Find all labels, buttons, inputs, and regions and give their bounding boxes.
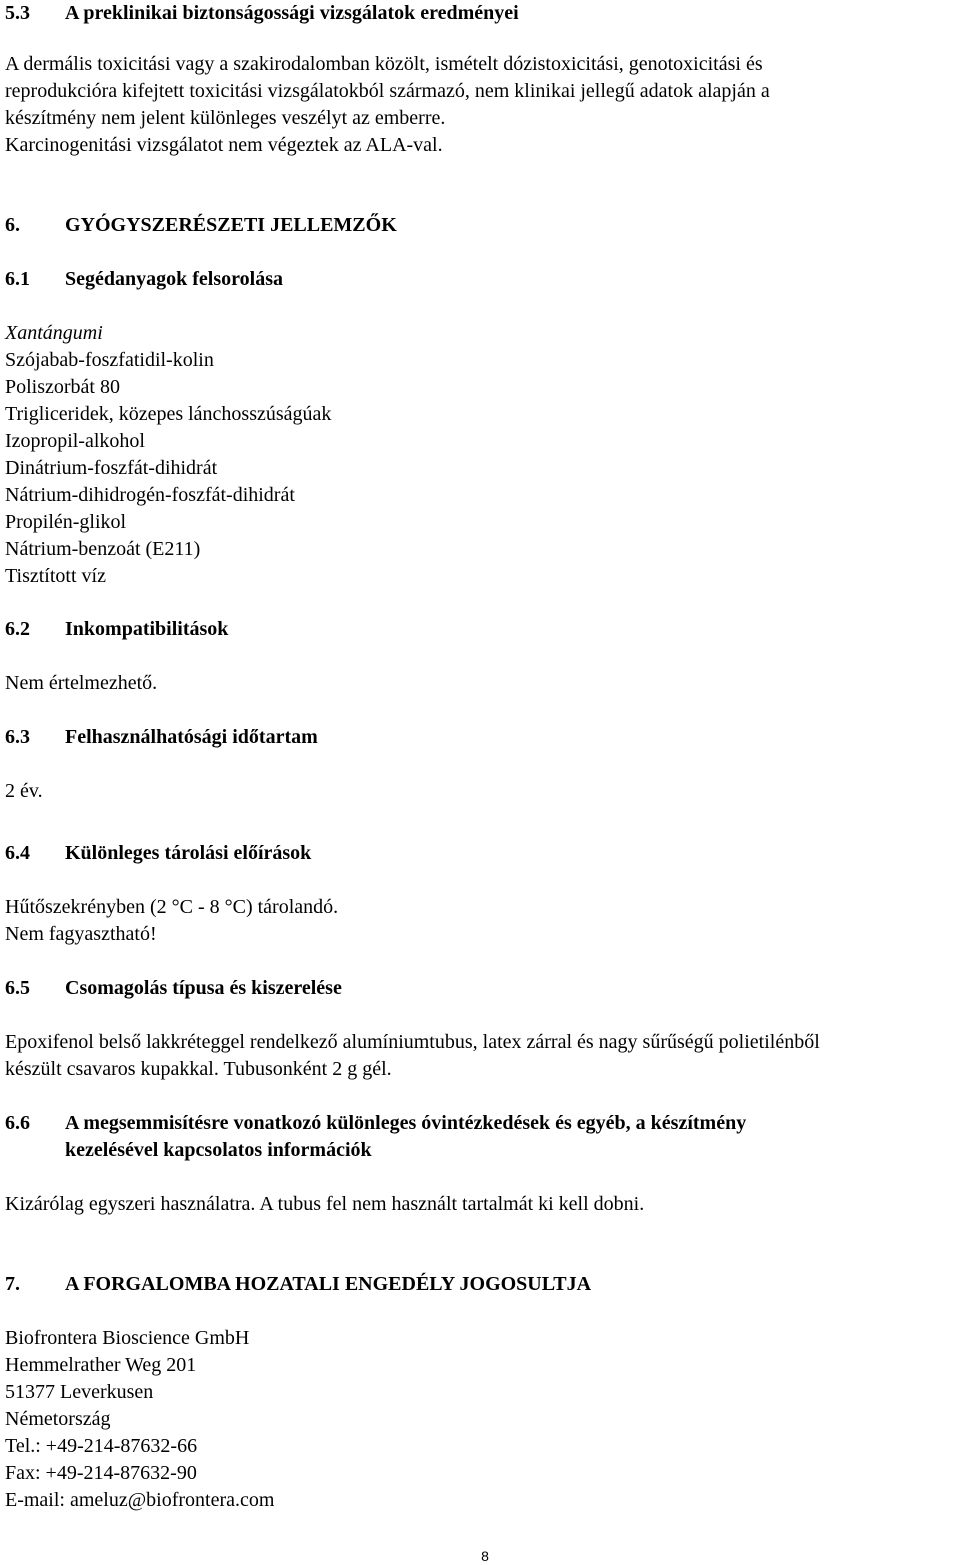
excipient-item: Nátrium-dihidrogén-foszfát-dihidrát — [5, 484, 295, 506]
section-title: Felhasználhatósági időtartam — [65, 726, 318, 748]
section-6-6-text — [5, 1191, 960, 1218]
section-5-3-paragraph — [5, 51, 960, 159]
section-title: Inkompatibilitások — [65, 618, 229, 640]
section-number: 6.2 — [5, 618, 30, 640]
paragraph-line: készült csavaros kupakkal. Tubusonként 2 g gél. — [5, 1058, 392, 1080]
section-title: A FORGALOMBA HOZATALI ENGEDÉLY JOGOSULTJA — [65, 1273, 592, 1295]
paragraph-line: Hűtőszekrényben (2 °C - 8 °C) tárolandó. — [5, 896, 339, 918]
paragraph-line: Epoxifenol belső lakkréteggel rendelkező alumíniumtubus, latex zárral és nagy sűrűségű polietilénből — [5, 1031, 820, 1053]
section-number: 6.3 — [5, 726, 30, 748]
paragraph-line: Nem fagyasztható! — [5, 923, 157, 945]
section-6-1-heading — [5, 266, 283, 293]
section-6-5-text — [5, 1029, 960, 1083]
excipient-item: Dinátrium-foszfát-dihidrát — [5, 457, 218, 479]
section-title — [65, 1110, 905, 1164]
section-title: Különleges tárolási előírások — [65, 842, 312, 864]
email-address: E-mail: ameluz@biofrontera.com — [5, 1489, 275, 1511]
section-title-line: kezelésével kapcsolatos információk — [65, 1139, 372, 1161]
paragraph-line: Nem értelmezhető. — [5, 672, 158, 694]
section-title: Segédanyagok felsorolása — [65, 268, 283, 290]
section-6-4-heading — [5, 840, 311, 867]
section-6-5-heading — [5, 975, 342, 1002]
paragraph-line: Karcinogenitási vizsgálatot nem végeztek az ALA-val. — [5, 134, 443, 156]
section-title: GYÓGYSZERÉSZETI JELLEMZŐK — [65, 214, 397, 236]
section-6-2-heading — [5, 616, 228, 643]
section-5-3-heading — [5, 0, 519, 27]
excipient-item: Trigliceridek, közepes lánchosszúságúak — [5, 403, 332, 425]
excipient-item: Poliszorbát 80 — [5, 376, 120, 398]
excipient-list — [5, 320, 960, 590]
address-street: Hemmelrather Weg 201 — [5, 1354, 197, 1376]
section-number: 6. — [5, 214, 20, 236]
company-name: Biofrontera Bioscience GmbH — [5, 1327, 250, 1349]
excipient-item: Szójabab-foszfatidil-kolin — [5, 349, 214, 371]
address-country: Németország — [5, 1408, 111, 1430]
paragraph-line: A dermális toxicitási vagy a szakirodalomban közölt, ismételt dózistoxicitási, genotoxicitási és — [5, 53, 763, 75]
paragraph-line: készítmény nem jelent különleges veszélyt az emberre. — [5, 107, 446, 129]
marketing-authorisation-holder — [5, 1325, 960, 1514]
section-number: 6.6 — [5, 1112, 30, 1134]
excipient-item: Nátrium-benzoát (E211) — [5, 538, 201, 560]
fax-number: Fax: +49-214-87632-90 — [5, 1462, 197, 1484]
excipient-item: Xantángumi — [5, 322, 103, 344]
section-title: A preklinikai biztonságossági vizsgálatok eredményei — [65, 2, 519, 24]
section-6-4-text — [5, 894, 960, 948]
section-number: 7. — [5, 1273, 20, 1295]
section-7-heading — [5, 1271, 591, 1298]
section-6-3-heading — [5, 724, 318, 751]
section-number: 5.3 — [5, 2, 30, 24]
section-number: 6.1 — [5, 268, 30, 290]
section-title-line: A megsemmisítésre vonatkozó különleges óvintézkedések és egyéb, a készítmény — [65, 1112, 747, 1134]
section-number: 6.5 — [5, 977, 30, 999]
address-city: 51377 Leverkusen — [5, 1381, 154, 1403]
section-6-3-text — [5, 778, 960, 805]
paragraph-line: Kizárólag egyszeri használatra. A tubus fel nem használt tartalmát ki kell dobni. — [5, 1193, 645, 1215]
section-number: 6.4 — [5, 842, 30, 864]
section-6-6-heading — [5, 1110, 905, 1164]
excipient-item: Propilén-glikol — [5, 511, 127, 533]
section-6-2-text — [5, 670, 960, 697]
phone-number: Tel.: +49-214-87632-66 — [5, 1435, 198, 1457]
excipient-item: Tisztított víz — [5, 565, 106, 587]
section-title: Csomagolás típusa és kiszerelése — [65, 977, 342, 999]
page-number: 8 — [481, 1548, 489, 1564]
section-6-heading — [5, 212, 397, 239]
excipient-item: Izopropil-alkohol — [5, 430, 145, 452]
paragraph-line: reprodukcióra kifejtett toxicitási vizsgálatokból származó, nem klinikai jellegű adatok alapján a — [5, 80, 770, 102]
paragraph-line: 2 év. — [5, 780, 43, 802]
